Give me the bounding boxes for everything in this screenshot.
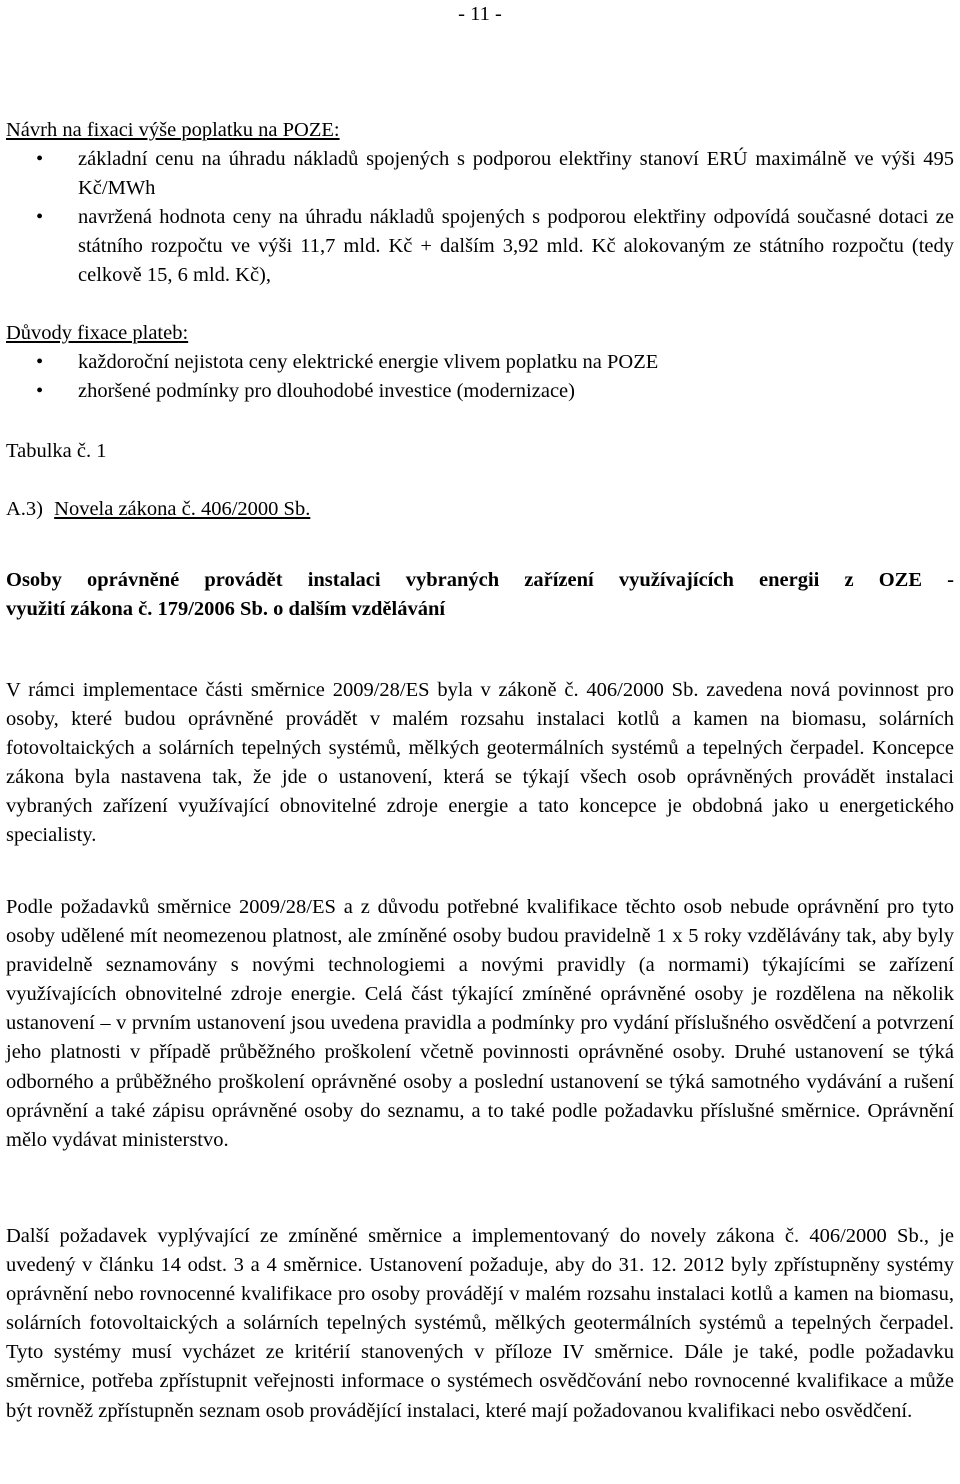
bullet-icon: • <box>36 380 44 402</box>
bold-heading <box>6 566 954 624</box>
proposal-heading: Návrh na fixaci výše poplatku na POZE: <box>6 119 340 141</box>
section-number: A.3) <box>6 498 44 520</box>
paragraph-1: V rámci implementace části směrnice 2009/28/ES byla v zákoně č. 406/2000 Sb. zavedena nová povinnost pro osoby, které budou oprávněné provádět v malém rozsahu instalaci kotlů a kamen na biomasu, solárních fotovoltaických a solárních tepelných systémů, mělkých geotermálních systémů a tepelných čerpadel. Koncepce zákona byla nastavena tak, že jde o ustanovení, která se týkají všech osob oprávněných provádět instalaci vybraných zařízení využívající obnovitelné zdroje energie a tato koncepce je obdobná jako u energetického specialisty. <box>6 679 954 847</box>
paragraph-3: Další požadavek vyplývající ze zmíněné směrnice a implementovaný do novely zákona č. 406/2000 Sb., je uvedený v článku 14 odst. 3 a 4 směrnice. Ustanovení požaduje, aby do 31. 12. 2012 byly zpřístupněny systémy oprávnění nebo rovnocenné kvalifikace pro osoby provádějí v malém rozsahu instalaci kotlů a kamen na biomasu, solárních fotovoltaických a solárních tepelných systémů, mělkých geotermálních systémů a tepelných čerpadel. Tyto systémy musí vycházet ze kritérií stanovených v příloze IV směrnice. Dále je také, podle požadavku směrnice, potřeba zpřístupnit veřejnosti informace o systémech osvědčování nebo rovnocenné kvalifikace a může být rovněž zpřístupněn seznam osob provádějící instalaci, které mají požadovanou kvalifikaci nebo osvědčení. <box>6 1225 954 1422</box>
proposal-section <box>6 116 954 290</box>
section-title: Novela zákona č. 406/2000 Sb. <box>54 498 311 520</box>
list-item: • základní cenu na úhradu nákladů spojených s podporou elektřiny stanoví ERÚ maximálně ve výši 495 Kč/MWh <box>6 145 954 203</box>
bullet-icon: • <box>36 206 44 228</box>
list-item: • navržená hodnota ceny na úhradu nákladů spojených s podporou elektřiny odpovídá současné dotaci ze státního rozpočtu ve výši 11,7 mld. Kč + dalším 3,92 mld. Kč alokovaným ze státního rozpočtu (tedy celkově 15, 6 mld. Kč), <box>6 203 954 290</box>
bold-heading-line-1: Osoby oprávněné provádět instalaci vybraných zařízení využívajících energii z OZE - <box>6 569 954 591</box>
proposal-bullet-list <box>6 145 954 290</box>
bullet-icon: • <box>36 148 44 170</box>
bold-heading-line-2: využití zákona č. 179/2006 Sb. o dalším vzdělávání <box>6 598 446 620</box>
paragraph-2: Podle požadavků směrnice 2009/28/ES a z důvodu potřebné kvalifikace těchto osob nebude oprávnění pro tyto osoby udělené mít neomezenou platnost, ale zmíněné osoby budou pravidelně 1 x 5 roky vzdělávány tak, aby byly pravidelně seznamovány s novými technologiemi a novými pravidly (a normami) týkajícími se zařízení využívajících obnovitelné zdroje energie. Celá část týkající zmíněné oprávněné osoby je rozdělena na několik ustanovení – v prvním ustanovení jsou uvedena pravidla a podmínky pro vydání příslušného osvědčení a potvrzení jeho platnosti v případě průběžného proškolení včetně povinnosti oprávněné osoby. Druhé ustanovení se týká odborného a průběžného proškolení oprávněné osoby a poslední ustanovení se týká samotného vydávání a rušení oprávnění a také zápisu oprávněné osoby do seznamu, a to také podle požadavku příslušné směrnice. Oprávnění mělo vydávat ministerstvo. <box>6 896 954 1151</box>
table-label: Tabulka č. 1 <box>6 440 107 462</box>
reasons-heading: Důvody fixace plateb: <box>6 322 189 344</box>
section-heading <box>6 495 954 524</box>
reasons-bullet-list <box>6 348 954 406</box>
bullet-icon: • <box>36 351 44 373</box>
list-item: • každoroční nejistota ceny elektrické energie vlivem poplatku na POZE <box>6 348 954 377</box>
list-item: • zhoršené podmínky pro dlouhodobé investice (modernizace) <box>6 377 954 406</box>
reasons-section <box>6 319 954 406</box>
page-number: - 11 - <box>458 3 502 25</box>
